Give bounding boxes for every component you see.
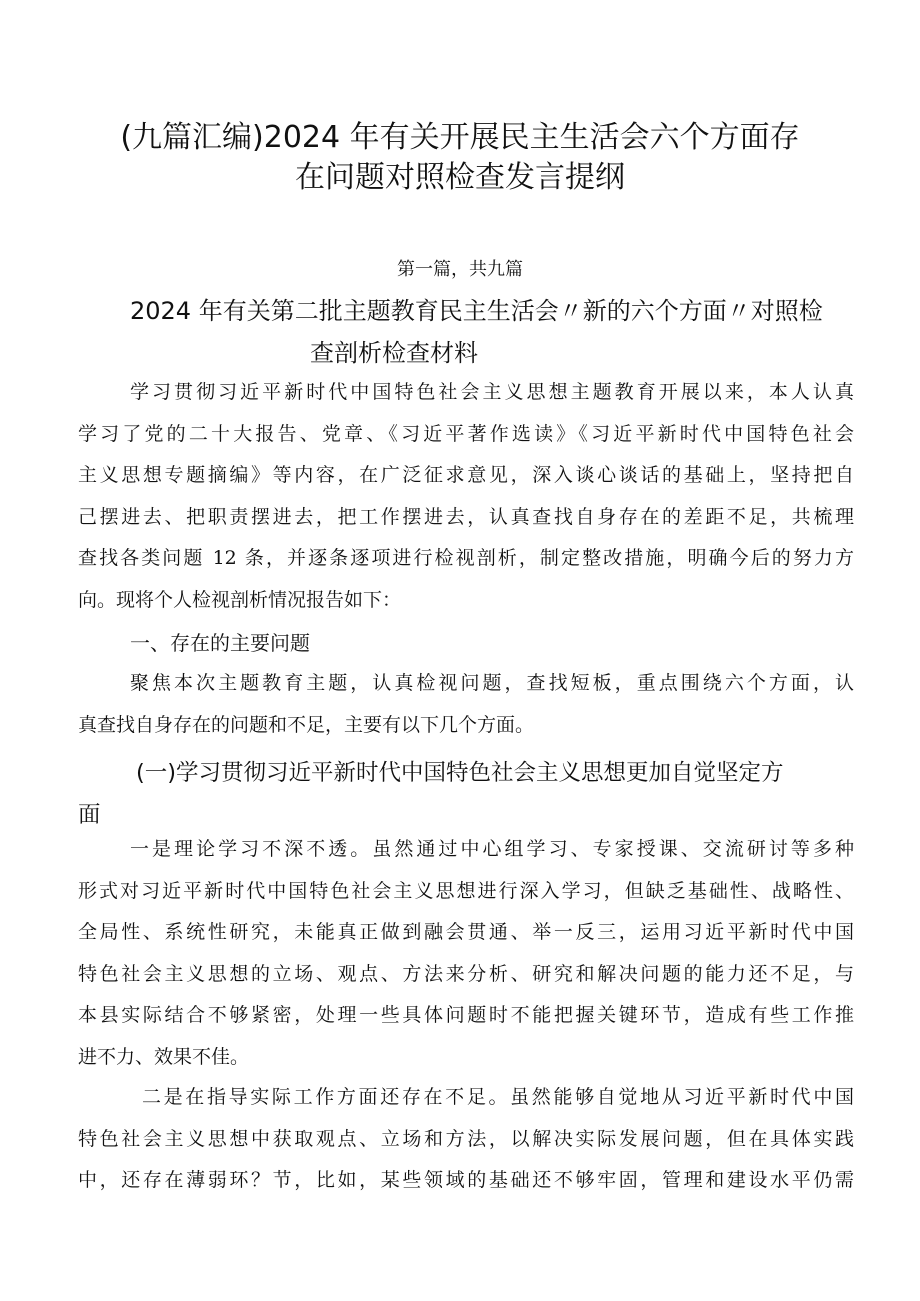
document-title-line-2: 在问题对照检查发言提纲: [295, 160, 625, 195]
subsection-heading-line: (一)学习贯彻习近平新时代中国特色社会主义思想更加自觉坚定方: [136, 760, 784, 786]
subsection-heading-line: 面: [78, 802, 101, 828]
paragraph-line: 查找各类问题 12 条，并逐条逐项进行检视剖析，制定整改措施，明确今后的努力方: [78, 547, 854, 569]
paragraph-line: 本县实际结合不够紧密，处理一些具体问题时不能把握关键环节，造成有些工作推: [78, 1004, 854, 1026]
subtitle-line-1: 2024 年有关第二批主题教育民主生活会〃新的六个方面〃对照检: [130, 297, 823, 325]
paragraph-line: 一是理论学习不深不透。虽然通过中心组学习、专家授课、交流研讨等多种: [130, 838, 854, 860]
paragraph-line: 学习了党的二十大报告、党章、《习近平著作选读》《习近平新时代中国特色社会: [78, 422, 854, 445]
paragraph-line: 特色社会主义思想的立场、观点、方法来分析、研究和解决问题的能力还不足，与: [78, 962, 854, 985]
paragraph-line: 学习贯彻习近平新时代中国特色社会主义思想主题教育开展以来，本人认真: [130, 381, 854, 403]
paragraph-line: 己摆进去、把职责摆进去，把工作摆进去，认真查找自身存在的差距不足，共梳理: [78, 505, 854, 528]
paragraph-line: 特色社会主义思想中获取观点、立场和方法，以解决实际发展问题，但在具体实践: [78, 1127, 854, 1150]
point1-paragraph: [78, 829, 854, 1078]
paragraph-line: 进不力、效果不佳。: [78, 1045, 250, 1068]
paragraph-line: 中，还存在薄弱环？节，比如，某些领域的基础还不够牢固，管理和建设水平仍需: [78, 1169, 854, 1191]
document-title-line-1: (九篇汇编)2024 年有关开展民主生活会六个方面存: [120, 120, 800, 155]
section1-paragraph: [78, 663, 854, 746]
point2-paragraph: [78, 1077, 854, 1202]
subtitle-line-2: 查剖析检查材料: [310, 339, 478, 367]
paragraph-line: 向。现将个人检视剖析情况报告如下：: [78, 588, 402, 611]
paragraph-line: 真查找自身存在的问题和不足，主要有以下几个方面。: [78, 713, 535, 736]
paragraph-line: 二是在指导实际工作方面还存在不足。虽然能够自觉地从习近平新时代中国: [142, 1086, 854, 1108]
intro-paragraph: [78, 372, 854, 621]
paragraph-line: 主义思想专题摘编》等内容，在广泛征求意见，深入谈心谈话的基础上，坚持把自: [78, 464, 854, 486]
paragraph-line: 聚焦本次主题教育主题，认真检视问题，查找短板，重点围绕六个方面，认: [130, 672, 854, 694]
paragraph-line: 形式对习近平新时代中国特色社会主义思想进行深入学习，但缺乏基础性、战略性、: [78, 879, 854, 902]
subsection-heading: [78, 752, 854, 836]
paragraph-line: 全局性、系统性研究，未能真正做到融会贯通、举一反三，运用习近平新时代中国: [78, 921, 854, 943]
section-heading-main-problems: 一、存在的主要问题: [130, 631, 310, 655]
part-label: 第一篇，共九篇: [397, 259, 523, 280]
